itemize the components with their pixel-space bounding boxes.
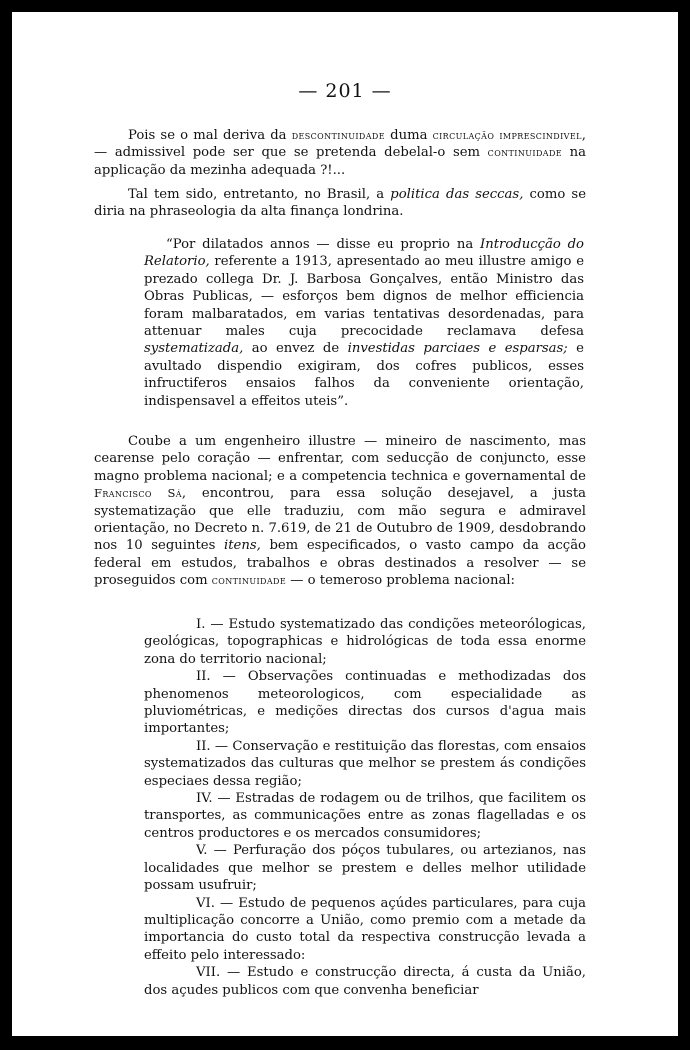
smallcaps-term: circulação imprescindivel bbox=[432, 128, 582, 142]
list-item: II. — Conservação e restituição das florestas, com ensaios systematizados das culturas que melhor se prestem ás condições especiaes dessa região; bbox=[144, 738, 586, 789]
italic-term: politica das seccas, bbox=[390, 187, 524, 202]
text-run: Tal tem sido, entretanto, no Brasil, a bbox=[128, 187, 391, 202]
text-run: referente a 1913, apresentado ao meu illustre amigo e prezado collega Dr. J. Barbosa Gonçalves, então Ministro das Obras Publicas, — esforços bem dignos de melhor efficiencia foram malbaratados, em varias tentativas desordenadas, para attenuar males cuja precocidade reclamava defesa bbox=[144, 254, 584, 340]
list-item: VI. — Estudo de pequenos açúdes particulares, para cuja multiplicação concorre a União, como premio com a metade da importancia do custo total da respectiva construcção levada a effeito pelo interessado: bbox=[144, 895, 586, 963]
smallcaps-term: descontinuidade bbox=[291, 128, 385, 142]
text-run: — o temeroso problema nacional: bbox=[286, 573, 515, 589]
list-item: II. — Observações continuadas e methodizadas dos phenomenos meteorologicos, com especialidade as pluviométricas, e medições directas dos cursos d'agua mais importantes; bbox=[144, 669, 586, 737]
text-run: duma bbox=[384, 128, 433, 143]
block-quote bbox=[144, 236, 584, 410]
paragraph-engineer bbox=[94, 433, 586, 590]
smallcaps-term: continuidade bbox=[487, 145, 562, 160]
italic-term: itens, bbox=[224, 538, 261, 554]
text-run: “Por dilatados annos — disse eu proprio na bbox=[166, 237, 481, 252]
text-run: Coube a um engenheiro illustre — mineiro de nascimento, mas cearense pelo coração — enfrentar, com seducção de conjuncto, esse magno problema nacional; e a competencia technica e governamental de bbox=[94, 434, 586, 484]
page-number: — 201 — bbox=[298, 80, 392, 102]
paragraph-politica bbox=[94, 186, 586, 221]
text-run: como se diria na phraseologia da alta finança londrina. bbox=[94, 187, 586, 220]
list-item: IV. — Estradas de rodagem ou de trilhos, que facilitem os transportes, as communicações entre as zonas flagelladas e os centros productores e os mercados consumidores; bbox=[144, 791, 586, 841]
smallcaps-name: Francisco Sá bbox=[94, 486, 182, 501]
decree-items-list bbox=[144, 616, 586, 999]
italic-term: Introducção do Relatorio, bbox=[144, 237, 584, 270]
text-run: na applicação da mezinha adequada ?!... bbox=[94, 145, 586, 178]
text-run: e avultado dispendio exigiram, dos cofres publicos, esses infructiferos ensaios falhos da conveniente orientação, indispensavel a effeitos uteis”. bbox=[144, 341, 584, 409]
text-run: bem especificados, o vasto campo da acção federal em estudos, trabalhos e obras destinados a resolver — se proseguidos com bbox=[94, 538, 586, 589]
text-run: ao envez de bbox=[243, 341, 348, 357]
document-page bbox=[12, 12, 678, 1036]
text-run: Pois se o mal deriva da bbox=[128, 128, 292, 143]
italic-term: systematizada, bbox=[144, 341, 244, 357]
list-item: V. — Perfuração dos póços tubulares, ou artezianos, nas localidades que melhor se prestem e delles melhor utilidade possam usufruir; bbox=[144, 843, 586, 894]
paragraph-continuity bbox=[94, 127, 586, 179]
text-run: , — admissivel pode ser que se pretenda debelal-o sem bbox=[94, 128, 586, 161]
italic-term: investidas parciaes e esparsas; bbox=[347, 341, 568, 357]
list-item: VII. — Estudo e construcção directa, á custa da União, dos açudes publicos com que convenha beneficiar bbox=[144, 965, 586, 998]
text-run: , encontrou, para essa solução desejavel, a justa systematização que elle traduziu, com mão segura e admiravel orientação, no Decreto n. 7.619, de 21 de Outubro de 1909, desdobrando nos 10 seguintes bbox=[94, 486, 586, 554]
list-item: I. — Estudo systematizado das condições meteorólogicas, geológicas, topographicas e hidrológicas de toda essa enorme zona do territorio nacional; bbox=[144, 617, 586, 667]
smallcaps-term: continuidade bbox=[211, 573, 287, 588]
